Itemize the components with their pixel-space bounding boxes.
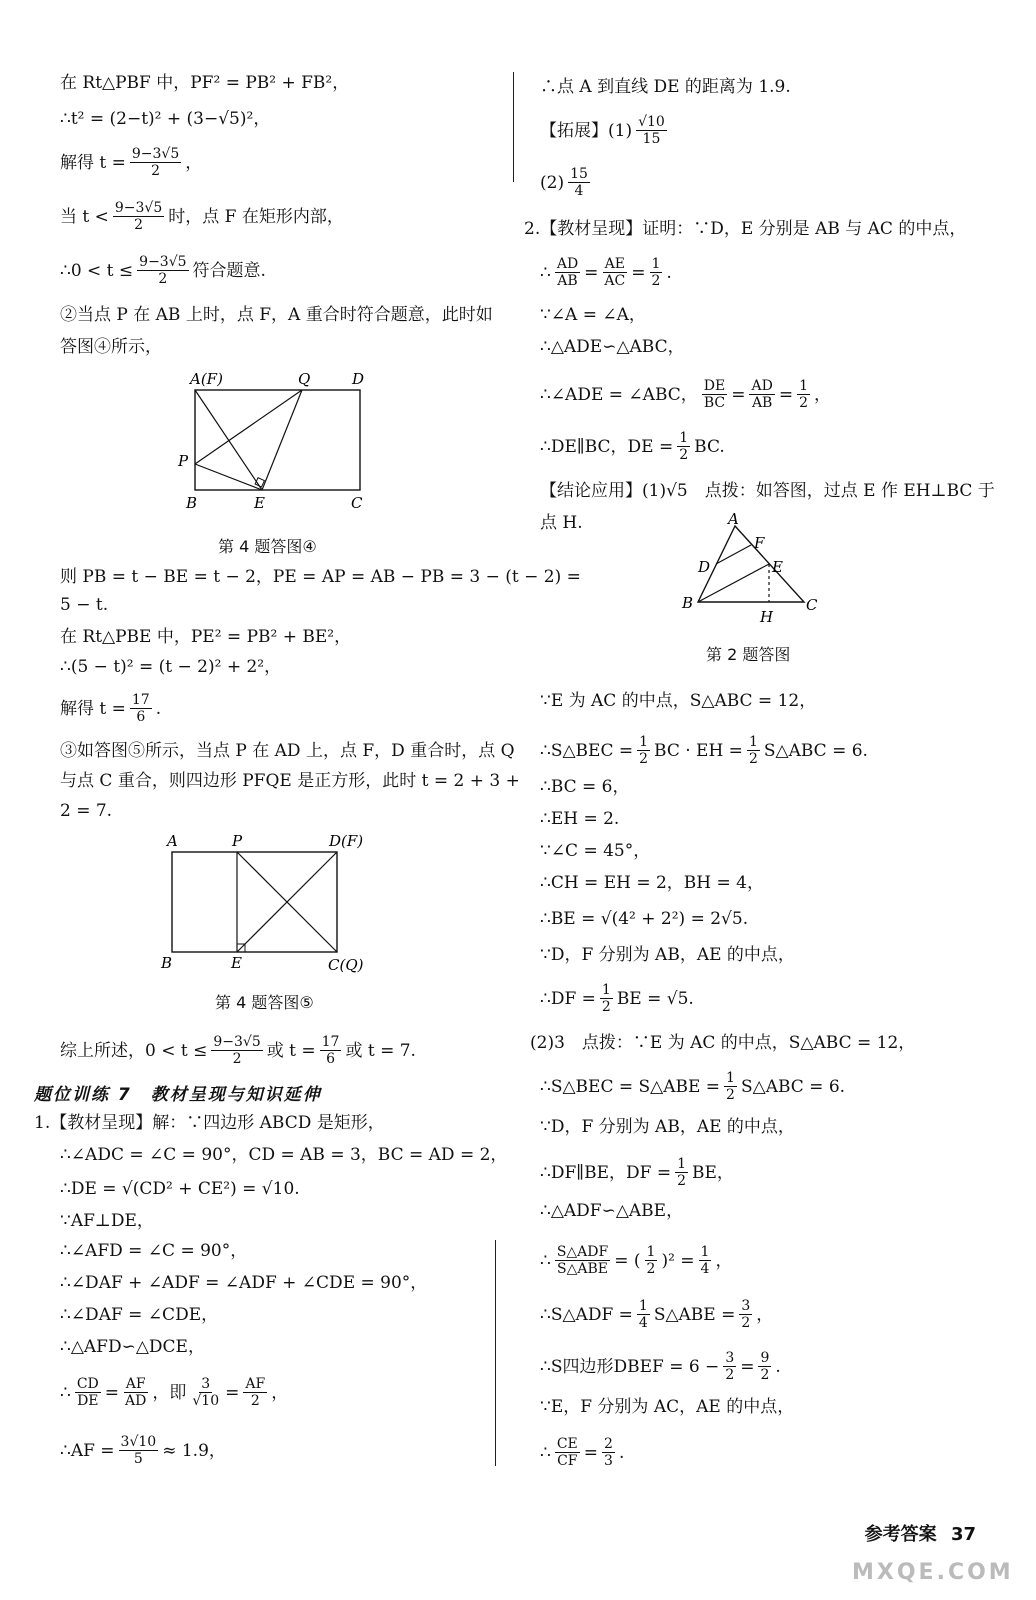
math-line: ∴DE∥BC，DE = $\frac{1}{2}$ BC.	[540, 430, 725, 463]
label-e: E	[231, 954, 242, 972]
fraction: $\frac{\text{S△ADF}}{\text{S△ABE}}$	[556, 1244, 609, 1277]
text-line: ∵E 为 AC 的中点，S△ABC = 12，	[540, 691, 817, 711]
fraction: $\frac{AE}{AC}$	[604, 256, 626, 289]
fraction: $\frac{1}{2}$	[748, 734, 758, 767]
rectangle-abcd	[195, 390, 360, 490]
text-line: 在 Rt△PBF 中，PF² = PB² + FB²，	[60, 73, 350, 93]
segment-pq	[195, 390, 302, 464]
text-line: ∴EH = 2.	[540, 809, 620, 829]
figure-caption: 第 2 题答图	[706, 645, 791, 664]
figure-4-diagram-4	[170, 366, 380, 516]
math-line: ∴S四边形DBEF = 6 − $\frac{3}{2}$ = $\frac{9}{2}$ .	[540, 1350, 781, 1383]
fraction: $\frac{9-3√5}{2}$	[213, 1034, 261, 1067]
label-b: B	[186, 494, 198, 512]
label-c: C	[806, 596, 818, 614]
label-b: B	[161, 954, 173, 972]
label-a: A(F)	[190, 370, 223, 388]
text-line: 在 Rt△PBE 中，PE² = PB² + BE²，	[60, 627, 352, 647]
label-h: H	[760, 608, 774, 626]
text-line: ∵D，F 分别为 AB，AE 的中点，	[540, 945, 795, 965]
fraction: $\frac{CD}{DE}$	[76, 1376, 99, 1409]
fraction: $\frac{15}{4}$	[570, 166, 588, 199]
fraction: $\frac{1}{2}$	[726, 1070, 735, 1103]
text-line: 1.【教材呈现】解：∵四边形 ABCD 是矩形，	[34, 1113, 385, 1133]
label-p: P	[178, 452, 189, 470]
fraction: $\frac{9}{2}$	[760, 1350, 770, 1383]
fraction: $\frac{AF}{2}$	[245, 1376, 266, 1409]
math-line: ∴ $\frac{\text{S△ADF}}{\text{S△ABE}}$ = ( $\frac{1}{2}$ )² = $\frac{1}{4}$ ，	[540, 1244, 733, 1277]
label-a: A	[728, 512, 739, 528]
watermark: MXQE.COM	[852, 1560, 1014, 1585]
text-line: ∴t² = (2−t)² + (3−√5)²，	[60, 109, 271, 129]
math-line: ∴ $\frac{CE}{CF}$ = $\frac{2}{3}$ .	[540, 1436, 625, 1469]
figure-2-diagram	[676, 512, 826, 628]
fraction: $\frac{1}{4}$	[638, 1298, 648, 1331]
text-line: ∵E，F 分别为 AC，AE 的中点，	[540, 1397, 795, 1417]
math-line: ∴∠ADE = ∠ABC， $\frac{DE}{BC}$ = $\frac{AD}{AB}$ = $\frac{1}{2}$ ，	[540, 378, 831, 411]
rectangle-abcd	[172, 852, 337, 952]
label-c: C(Q)	[328, 956, 364, 974]
segment-pe	[195, 464, 262, 490]
text-line: ∴BE = √(4² + 2²) = 2√5.	[540, 909, 749, 929]
fraction: $\frac{CE}{CF}$	[556, 1436, 578, 1469]
text-line: 与点 C 重合，则四边形 PFQE 是正方形，此时 t = 2 + 3 +	[60, 771, 520, 791]
label-b: B	[682, 594, 694, 612]
text-line: 点 H.	[540, 513, 583, 533]
text-line: 5 − t.	[60, 595, 109, 615]
figure-caption: 第 4 题答图⑤	[215, 993, 314, 1012]
triangle-abc	[698, 526, 804, 602]
math-line: ∴AF = $\frac{3√10}{5}$ ≈ 1.9，	[60, 1434, 226, 1467]
fraction: $\frac{3}{2}$	[741, 1298, 751, 1331]
fraction: $\frac{17}{6}$	[131, 692, 150, 725]
label-e: E	[254, 494, 265, 512]
fraction: $\frac{√10}{15}$	[638, 114, 665, 147]
fraction: $\frac{1}{2}$	[646, 1244, 656, 1277]
text-line: ∴∠DAF + ∠ADF = ∠ADF + ∠CDE = 90°，	[60, 1273, 428, 1293]
label-d: D	[352, 370, 365, 388]
math-line: ∴DF = $\frac{1}{2}$ BE = √5.	[540, 982, 694, 1015]
text-line: ∴∠AFD = ∠C = 90°，	[60, 1241, 248, 1261]
fraction: $\frac{2}{3}$	[604, 1436, 613, 1469]
math-line: ∴ $\frac{AD}{AB}$ = $\frac{AE}{AC}$ = $\frac{1}{2}$ .	[540, 256, 672, 289]
math-line: 综上所述，0 < t ≤ $\frac{9-3√5}{2}$ 或 t = $\frac{17}{6}$ 或 t = 7.	[60, 1034, 416, 1067]
text-line: ∴∠ADC = ∠C = 90°，CD = AB = 3，BC = AD = 2，	[60, 1145, 508, 1165]
label-e: E	[772, 558, 783, 576]
text-line: 【结论应用】(1)√5 点拨：如答图，过点 E 作 EH⊥BC 于	[540, 481, 995, 501]
text-line: ③如答图⑤所示，当点 P 在 AD 上，点 F，D 重合时，点 Q	[60, 741, 515, 761]
text-line: ②当点 P 在 AB 上时，点 F，A 重合时符合题意，此时如	[60, 305, 493, 325]
segment-ae	[195, 390, 262, 490]
segment-eq	[262, 390, 302, 490]
text-line: ∵D，F 分别为 AB，AE 的中点，	[540, 1117, 795, 1137]
fraction: $\frac{3}{2}$	[725, 1350, 735, 1383]
fraction: $\frac{17}{6}$	[321, 1034, 340, 1067]
page-number: 37	[950, 1524, 976, 1545]
text-line: ∴△ADF∽△ABE，	[540, 1201, 684, 1221]
label-d: D(F)	[329, 832, 364, 850]
math-line: 解得 t = $\frac{9-3√5}{2}$ ，	[60, 146, 203, 179]
math-line: ∴ $\frac{CD}{DE}$ = $\frac{AF}{AD}$ ，即 $\frac{3}{√10}$ = $\frac{AF}{2}$ ，	[60, 1376, 289, 1409]
footer-label: 参考答案	[864, 1524, 937, 1545]
math-line: ∴S△ADF = $\frac{1}{4}$ S△ABE = $\frac{3}{2}$ ，	[540, 1298, 774, 1331]
text-line: 答图④所示，	[60, 337, 162, 357]
text-line: ∴BC = 6，	[540, 777, 630, 797]
text-line: ∴点 A 到直线 DE 的距离为 1.9.	[540, 77, 791, 97]
text-line: ∵AF⊥DE，	[60, 1211, 154, 1231]
section-heading: 题位训练 7 教材呈现与知识延伸	[34, 1085, 322, 1105]
fraction: $\frac{9-3√5}{2}$	[131, 146, 180, 179]
fraction: $\frac{1}{2}$	[677, 1156, 686, 1189]
math-line: (2) $\frac{15}{4}$	[540, 166, 588, 199]
text-line: ∵∠A = ∠A，	[540, 305, 646, 325]
fraction: $\frac{3}{√10}$	[192, 1376, 220, 1409]
text-line: ∴△AFD∽△DCE，	[60, 1337, 205, 1357]
text-line: (2)3 点拨：∵E 为 AC 的中点，S△ABC = 12，	[530, 1033, 916, 1053]
text: 解得 t =	[60, 152, 126, 173]
fraction: $\frac{AD}{AB}$	[751, 378, 773, 411]
fraction: $\frac{3√10}{5}$	[120, 1434, 157, 1467]
math-line: ∴S△BEC = $\frac{1}{2}$ BC · EH = $\frac{1}{2}$ S△ABC = 6.	[540, 734, 868, 767]
fraction: $\frac{1}{2}$	[651, 256, 661, 289]
math-line: 当 t < $\frac{9-3√5}{2}$ 时，点 F 在矩形内部，	[60, 200, 344, 233]
figure-4-diagram-5	[155, 830, 385, 980]
math-line: ∴S△BEC = S△ABE = $\frac{1}{2}$ S△ABC = 6.	[540, 1070, 846, 1103]
fraction: $\frac{1}{2}$	[679, 430, 689, 463]
label-f: F	[754, 534, 765, 552]
fraction: $\frac{1}{2}$	[799, 378, 808, 411]
fraction: $\frac{AD}{AB}$	[556, 256, 579, 289]
fraction: $\frac{1}{2}$	[639, 734, 649, 767]
text-line: ∴DE = √(CD² + CE²) = √10.	[60, 1179, 300, 1199]
fraction: $\frac{1}{4}$	[700, 1244, 710, 1277]
text-line: 2.【教材呈现】证明：∵D，E 分别是 AB 与 AC 的中点，	[524, 219, 967, 239]
math-line: ∴DF∥BE，DF = $\frac{1}{2}$ BE，	[540, 1156, 734, 1189]
label-q: Q	[298, 370, 311, 388]
text-line: ∴△ADE∽△ABC，	[540, 337, 685, 357]
label-c: C	[351, 494, 363, 512]
text-line: 2 = 7.	[60, 801, 113, 821]
math-line: ∴0 < t ≤ $\frac{9-3√5}{2}$ 符合题意.	[60, 254, 266, 287]
column-divider	[495, 1240, 496, 1466]
fraction: $\frac{9-3√5}{2}$	[139, 254, 187, 287]
text-line: ∴∠DAF = ∠CDE，	[60, 1305, 219, 1325]
fraction: $\frac{AF}{AD}$	[125, 1376, 147, 1409]
math-line: 【拓展】(1) $\frac{√10}{15}$	[540, 114, 665, 147]
text-line: ∴(5 − t)² = (t − 2)² + 2²，	[60, 657, 282, 677]
page-footer	[865, 1520, 976, 1546]
column-divider	[513, 72, 514, 182]
label-d: D	[698, 558, 711, 576]
label-a: A	[167, 832, 178, 850]
math-line: 解得 t = $\frac{17}{6}$ .	[60, 692, 162, 725]
fraction: $\frac{9-3√5}{2}$	[114, 200, 163, 233]
figure-caption: 第 4 题答图④	[218, 537, 317, 556]
text-line: 则 PB = t − BE = t − 2，PE = AP = AB − PB = 3 − (t − 2) =	[60, 567, 581, 587]
text-line: ∴CH = EH = 2，BH = 4，	[540, 873, 764, 893]
label-p: P	[232, 832, 243, 850]
text-line: ∵∠C = 45°，	[540, 841, 651, 861]
fraction: $\frac{1}{2}$	[601, 982, 611, 1015]
fraction: $\frac{DE}{BC}$	[703, 378, 726, 411]
